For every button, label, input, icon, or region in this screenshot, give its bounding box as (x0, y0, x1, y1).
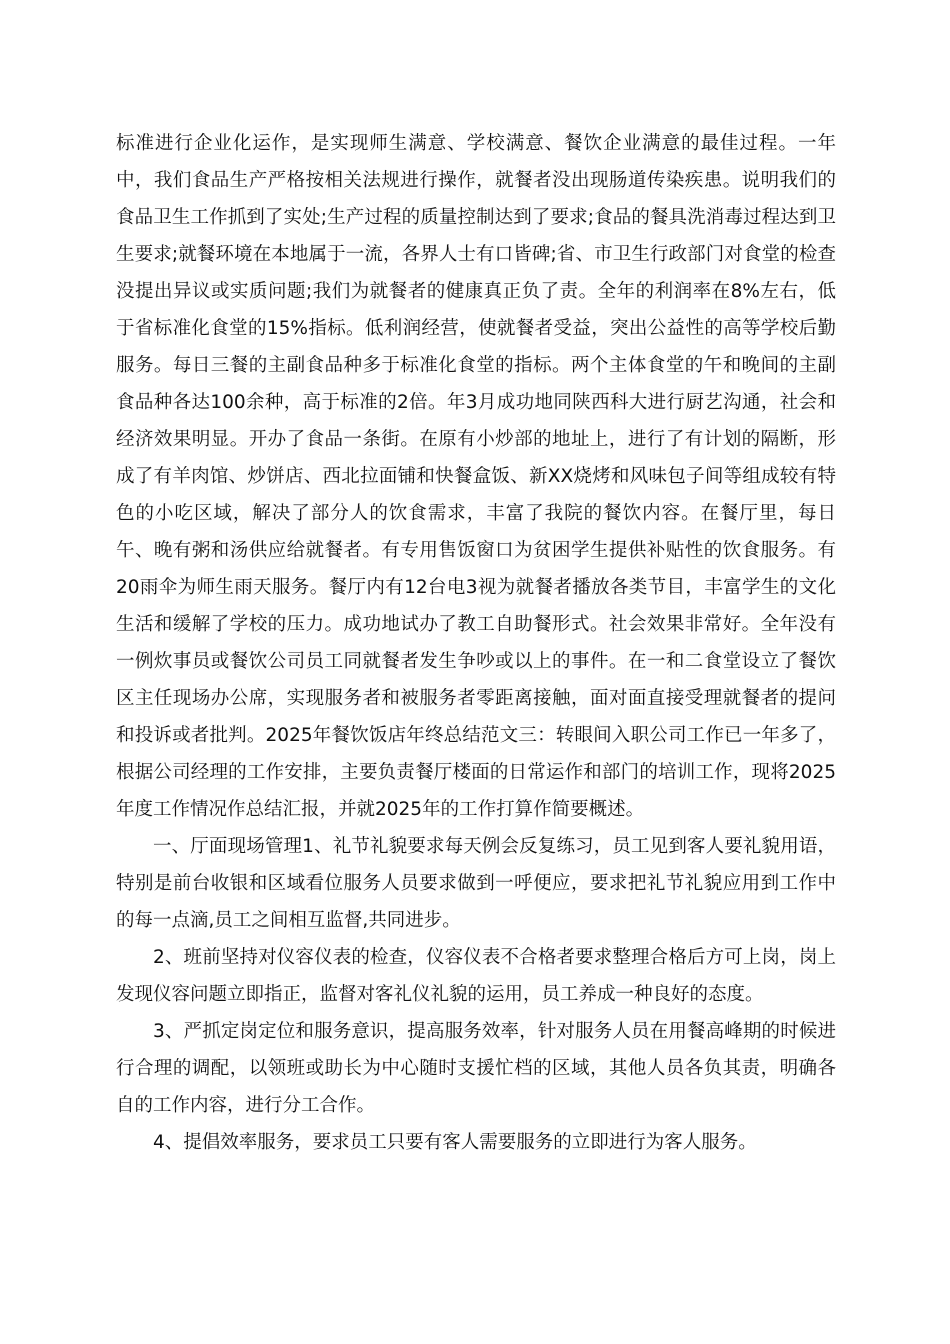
document-body (116, 125, 836, 1161)
paragraph-etiquette: 一、厅面现场管理1、礼节礼貌要求每天例会反复练习，员工见到客人要礼貌用语，特别是前台收银和区域看位服务人员要求做到一呼便应，要求把礼节礼貌应用到工作中的每一点滴,员工之间相互监督,共同进步。 (116, 836, 836, 931)
paragraph-summary: 标准进行企业化运作，是实现师生满意、学校满意、餐饮企业满意的最佳过程。一年中，我们食品生产严格按相关法规进行操作，就餐者没出现肠道传染疾患。说明我们的食品卫生工作抓到了实处;生产过程的质量控制达到了要求;食品的餐具洗消毒过程达到卫生要求;就餐环境在本地属于一流，各界人士有口皆碑;省、市卫生行政部门对食堂的检查没提出异议或实质问题;我们为就餐者的健康真正负了责。全年的利润率在8%左右，低于省标准化食堂的15%指标。低利润经营，使就餐者受益，突出公益性的高等学校后勤服务。每日三餐的主副食品种多于标准化食堂的指标。两个主体食堂的午和晚间的主副食品种各达100余种，高于标准的2倍。年3月成功地同陕西科大进行厨艺沟通，社会和经济效果明显。开办了食品一条街。在原有小炒部的地址上，进行了有计划的隔断，形成了有羊肉馆、炒饼店、西北拉面铺和快餐盒饭、新XX烧烤和风味包子间等组成较有特色的小吃区域，解决了部分人的饮食需求，丰富了我院的餐饮内容。在餐厅里，每日午、晚有粥和汤供应给就餐者。有专用售饭窗口为贫困学生提供补贴性的饮食服务。有20雨伞为师生雨天服务。餐厅内有12台电3视为就餐者播放各类节目，丰富学生的文化生活和缓解了学校的压力。成功地试办了教工自助餐形式。社会效果非常好。全年没有一例炊事员或餐饮公司员工同就餐者发生争吵或以上的事件。在一和二食堂设立了餐饮区主任现场办公席，实现服务者和被服务者零距离接触，面对面直接受理就餐者的提问和投诉或者批判。2025年餐饮饭店年终总结范文三：转眼间入职公司工作已一年多了，根据公司经理的工作安排，主要负责餐厅楼面的日常运作和部门的培训工作，现将2025年度工作情况作总结汇报，并就2025年的工作打算作简要概述。 (116, 133, 836, 820)
paragraph-efficiency-service: 4、提倡效率服务，要求员工只要有客人需要服务的立即进行为客人服务。 (153, 1132, 757, 1153)
paragraph-post-positioning: 3、严抓定岗定位和服务意识，提高服务效率，针对服务人员在用餐高峰期的时候进行合理的调配，以领班或助长为中心随时支援忙档的区域，其他人员各负其责，明确各自的工作内容，进行分工合作。 (116, 1021, 836, 1116)
paragraph-appearance-check: 2、班前坚持对仪容仪表的检查，仪容仪表不合格者要求整理合格后方可上岗，岗上发现仪容问题立即指正，监督对客礼仪礼貌的运用，员工养成一种良好的态度。 (116, 947, 836, 1005)
